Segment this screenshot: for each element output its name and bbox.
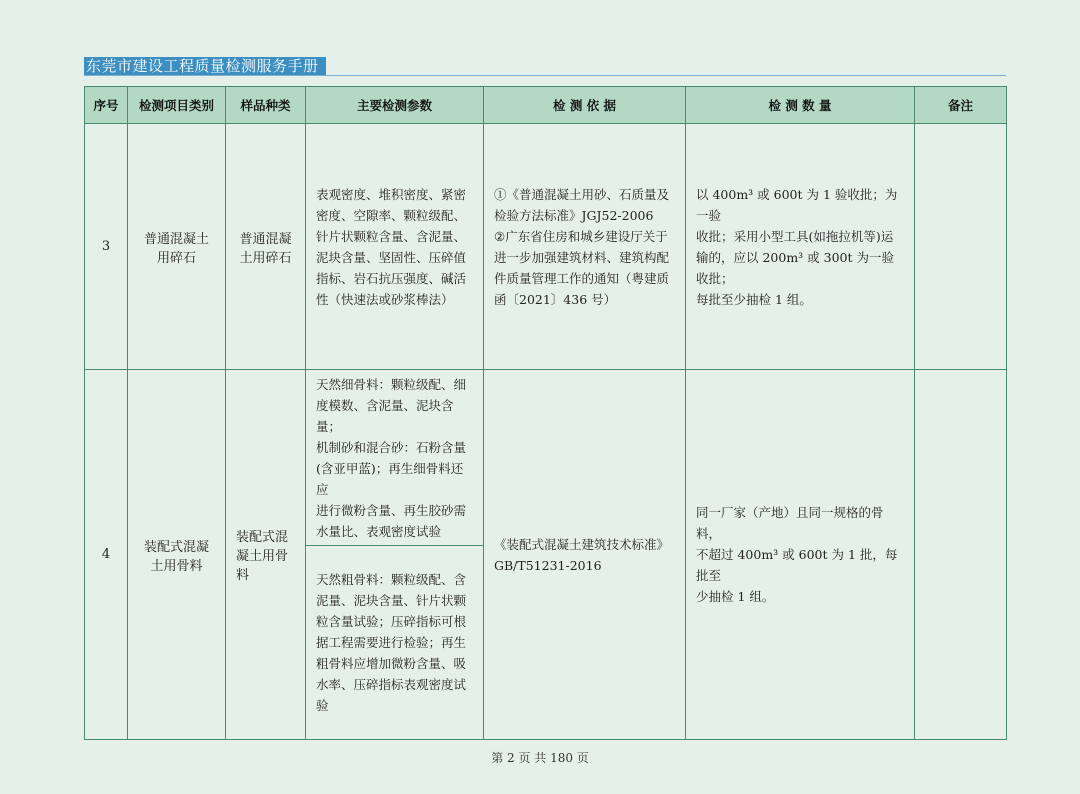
- table-row: [85, 370, 1007, 546]
- row-category: 装配式混凝 土用骨料: [128, 370, 226, 740]
- column-header-seq: 序号: [85, 87, 128, 124]
- row-seq: 3: [85, 124, 128, 370]
- row-quantity: 同一厂家（产地）且同一规格的骨料， 不超过 400m³ 或 600t 为 1 批，每批至 少抽检 1 组。: [686, 370, 915, 740]
- column-header-sample: 样品种类: [226, 87, 306, 124]
- column-header-basis: 检 测 依 据: [484, 87, 686, 124]
- column-header-quantity: 检 测 数 量: [686, 87, 915, 124]
- row-remark: [915, 370, 1007, 740]
- column-header-category: 检测项目类别: [128, 87, 226, 124]
- page-number: 第 2 页 共 180 页: [491, 751, 589, 765]
- row-sample: 装配式混 凝土用骨 料: [226, 370, 306, 740]
- header-divider: [84, 75, 1006, 76]
- row-remark: [915, 124, 1007, 370]
- row-seq: 4: [85, 370, 128, 740]
- row-basis: ①《普通混凝土用砂、石质量及 检验方法标准》JGJ52-2006 ②广东省住房和城乡建设厅关于 进一步加强建筑材料、建筑构配 件质量管理工作的通知（粤建质 函〔2021〕436 号）: [484, 124, 686, 370]
- table-header-row: [85, 87, 1007, 124]
- row-params-fine: 天然细骨料：颗粒级配、细 度模数、含泥量、泥块含量； 机制砂和混合砂：石粉含量 (含亚甲蓝)；再生细骨料还应 进行微粉含量、再生胶砂需 水量比、表观密度试验: [306, 370, 484, 546]
- row-category: 普通混凝土 用碎石: [128, 124, 226, 370]
- row-quantity: 以 400m³ 或 600t 为 1 验收批；为一验 收批；采用小型工具(如拖拉机等)运 输的，应以 200m³ 或 300t 为一验收批； 每批至少抽检 1 组。: [686, 124, 915, 370]
- row-params-coarse: 天然粗骨料：颗粒级配、含 泥量、泥块含量、针片状颗 粒含量试验；压碎指标可根 据工程需要进行检验；再生 粗骨料应增加微粉含量、吸 水率、压碎指标表观密度试 验: [306, 546, 484, 740]
- row-sample: 普通混凝 土用碎石: [226, 124, 306, 370]
- column-header-remark: 备注: [915, 87, 1007, 124]
- column-header-params: 主要检测参数: [306, 87, 484, 124]
- row-params: 表观密度、堆积密度、紧密 密度、空隙率、颗粒级配、 针片状颗粒含量、含泥量、 泥块含量、坚固性、压碎值 指标、岩石抗压强度、碱活 性（快速法或砂浆棒法）: [306, 124, 484, 370]
- row-basis: 《装配式混凝土建筑技术标准》 GB/T51231-2016: [484, 370, 686, 740]
- inspection-table: [84, 86, 1007, 740]
- manual-title: 东莞市建设工程质量检测服务手册: [86, 57, 319, 75]
- table-row: [85, 124, 1007, 370]
